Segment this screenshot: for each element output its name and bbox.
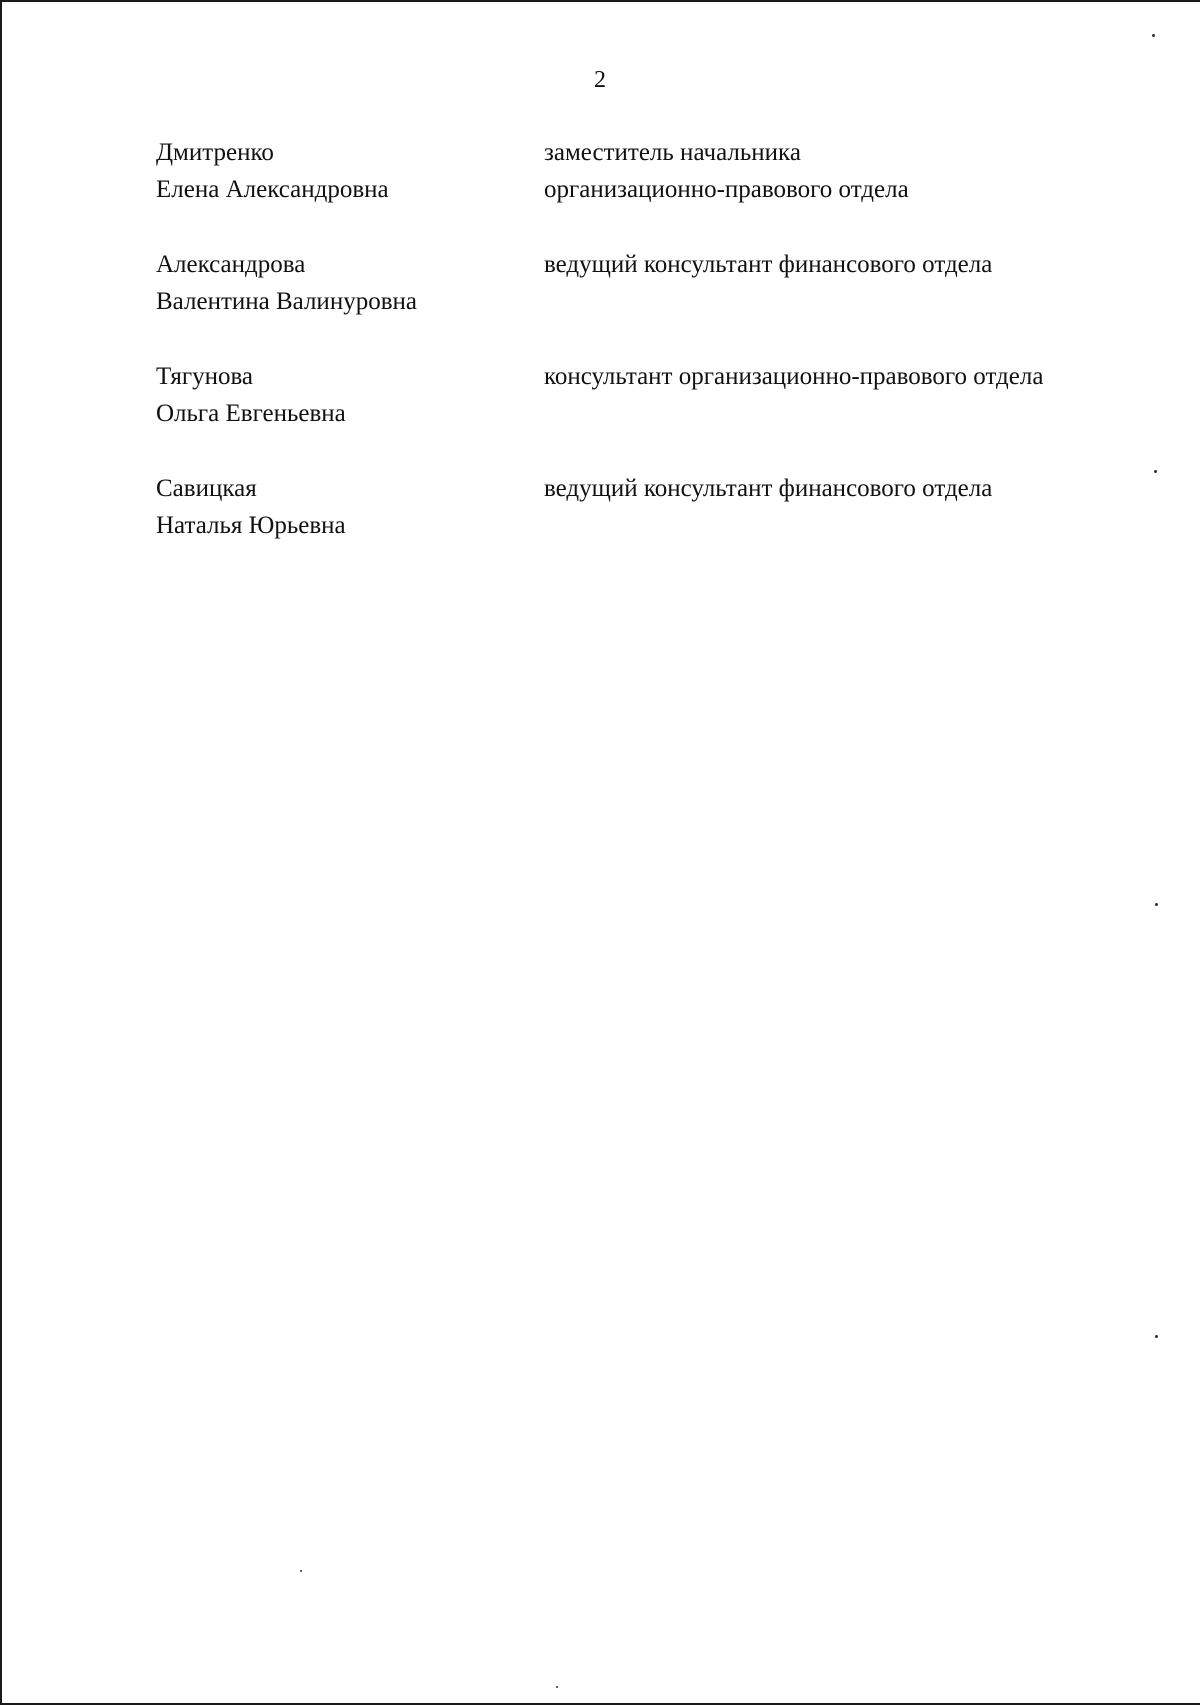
scan-speck <box>1155 1335 1158 1338</box>
member-given-names: Наталья Юрьевна <box>156 512 346 539</box>
member-given-names: Валентина Валинуровна <box>156 288 417 315</box>
member-position <box>544 470 1146 544</box>
member-surname: Тягунова <box>156 363 254 390</box>
scan-speck <box>300 1570 302 1572</box>
member-name <box>156 470 544 544</box>
member-entry <box>156 134 1146 208</box>
member-given-names: Елена Александровна <box>156 176 389 203</box>
member-entry <box>156 246 1146 320</box>
member-name <box>156 246 544 320</box>
member-surname: Александрова <box>156 251 306 278</box>
member-position-line: ведущий консультант финансового отдела <box>544 475 993 502</box>
member-position-line: организационно-правового отдела <box>544 176 909 203</box>
page-number: 2 <box>594 67 606 93</box>
member-position-line: заместитель начальника <box>544 139 801 166</box>
member-entry <box>156 358 1146 432</box>
scan-speck <box>556 1686 558 1688</box>
member-surname: Дмитренко <box>156 139 274 166</box>
member-position <box>544 246 1146 320</box>
member-entry <box>156 470 1146 544</box>
member-position-line: ведущий консультант финансового отдела <box>544 251 993 278</box>
member-surname: Савицкая <box>156 475 257 502</box>
member-list <box>156 134 1146 582</box>
member-name <box>156 134 544 208</box>
member-position-line: консультант организационно-правового отдела <box>544 363 1044 390</box>
member-position <box>544 134 1146 208</box>
scan-speck <box>1152 34 1155 37</box>
scan-speck <box>1154 470 1157 473</box>
member-given-names: Ольга Евгеньевна <box>156 400 346 427</box>
member-name <box>156 358 544 432</box>
member-position <box>544 358 1146 432</box>
scan-speck <box>1155 903 1158 906</box>
